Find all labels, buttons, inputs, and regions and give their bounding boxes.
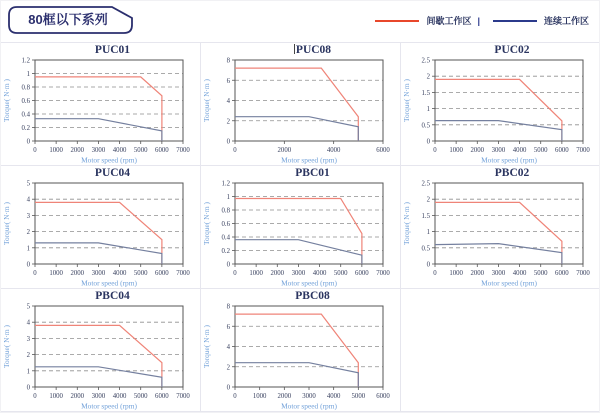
x-tick-label: 4000: [512, 147, 527, 154]
y-tick-label: 2: [226, 118, 230, 126]
y-tick-label: 0: [426, 261, 430, 269]
chart-cell-PBC04: [1, 289, 201, 412]
y-tick-label: 1.5: [421, 212, 430, 220]
x-tick-label: 4000: [112, 393, 127, 400]
x-tick-label: 3000: [291, 270, 306, 277]
chart-plot-PBC01: [201, 180, 393, 288]
y-tick-label: 2: [426, 73, 430, 81]
y-tick-label: 0: [26, 138, 30, 146]
y-tick-label: 0.4: [221, 234, 230, 242]
x-tick-label: 2000: [70, 393, 85, 400]
y-tick-label: 4: [226, 344, 230, 351]
y-tick-label: 5: [26, 303, 30, 311]
y-tick-label: 1: [426, 229, 430, 237]
continuous-zone-curve: [435, 244, 562, 264]
y-axis-label: Torque( N·m ): [202, 79, 211, 122]
y-tick-label: 0.4: [21, 111, 30, 119]
chart-cell-PUC02: [401, 43, 599, 166]
plot-frame: [35, 306, 183, 387]
x-tick-label: 1000: [449, 147, 463, 154]
x-tick-label: 2000: [270, 270, 285, 277]
x-tick-label: 6000: [155, 147, 169, 154]
x-tick-label: 4000: [326, 393, 341, 400]
y-tick-label: 3: [26, 335, 30, 343]
y-tick-label: 6: [226, 323, 230, 331]
y-tick-label: 1: [26, 368, 30, 376]
x-axis-label: Motor speed (rpm): [281, 401, 337, 411]
y-axis-label: Torque( N·m ): [202, 325, 211, 368]
chart-cell-PBC08: [201, 289, 401, 412]
legend: [368, 14, 589, 27]
intermittent-zone-curve: [435, 202, 562, 264]
y-axis-label: Torque( N·m ): [402, 79, 411, 122]
chart-title: PBC01: [295, 167, 330, 179]
y-tick-label: 1.5: [421, 89, 430, 97]
chart-title: PUC08: [295, 44, 332, 56]
chart-title: PBC02: [494, 167, 530, 179]
x-tick-label: 5000: [351, 393, 366, 400]
continuous-zone-curve: [235, 117, 358, 141]
series-title-badge: [8, 6, 134, 34]
chart-title: PUC01: [94, 44, 131, 56]
x-tick-label: 2000: [277, 147, 292, 154]
charts-grid: [1, 42, 599, 412]
y-tick-label: 0: [226, 138, 230, 146]
x-tick-label: 0: [33, 393, 37, 400]
x-tick-label: 0: [233, 147, 237, 154]
x-tick-label: 6000: [155, 393, 169, 400]
chart-plot-PUC01: [1, 57, 193, 165]
y-tick-label: 4: [26, 319, 30, 327]
x-tick-label: 7000: [176, 393, 190, 400]
y-axis-label: Torque( N·m ): [402, 202, 411, 245]
chart-cell-PBC02: [401, 166, 599, 289]
x-tick-label: 0: [433, 270, 437, 277]
x-tick-label: 3000: [91, 147, 106, 154]
y-tick-label: 3: [26, 212, 30, 220]
x-axis-label: Motor speed (rpm): [81, 401, 137, 411]
x-tick-label: 0: [233, 270, 237, 277]
y-tick-label: 2: [426, 196, 430, 204]
x-tick-label: 1000: [249, 270, 263, 277]
x-axis-label: Motor speed (rpm): [281, 278, 337, 288]
x-tick-label: 2000: [470, 270, 485, 277]
x-tick-label: 6000: [555, 270, 569, 277]
x-tick-label: 4000: [112, 147, 127, 154]
y-tick-label: 0.6: [21, 98, 30, 105]
chart-plot-PUC08: [201, 57, 393, 165]
y-tick-label: 4: [26, 196, 30, 204]
x-tick-label: 7000: [176, 147, 190, 154]
plot-frame: [435, 60, 583, 141]
x-tick-label: 4000: [512, 270, 527, 277]
x-tick-label: 7000: [576, 147, 590, 154]
y-tick-label: 2.5: [421, 57, 430, 65]
x-tick-label: 3000: [491, 270, 506, 277]
x-tick-label: 5000: [333, 270, 348, 277]
x-axis-label: Motor speed (rpm): [81, 155, 137, 165]
plot-frame: [435, 183, 583, 264]
intermittent-zone-curve: [35, 325, 162, 387]
x-axis-label: Motor speed (rpm): [81, 278, 137, 288]
intermittent-zone-curve: [235, 314, 358, 387]
y-tick-label: 0.2: [21, 125, 30, 132]
intermittent-zone-curve: [35, 77, 162, 141]
legend-label-intermittent: 间歇工作区: [426, 16, 472, 26]
legend-label-continuous: 连续工作区: [543, 16, 589, 26]
y-tick-label: 0.2: [221, 248, 230, 255]
y-tick-label: 4: [226, 98, 230, 105]
chart-title: PUC04: [94, 167, 131, 179]
y-tick-label: 5: [26, 180, 30, 188]
chart-title: PUC02: [494, 44, 530, 56]
chart-plot-PBC08: [201, 303, 393, 411]
y-tick-label: 0: [26, 261, 30, 269]
y-tick-label: 2: [26, 352, 30, 360]
chart-cell-PBC01: [201, 166, 401, 289]
chart-plot-PUC02: [401, 57, 593, 165]
empty-cell: [401, 289, 599, 412]
chart-plot-PBC02: [401, 180, 593, 288]
continuous-zone-curve: [235, 240, 362, 264]
x-tick-label: 3000: [91, 393, 106, 400]
x-axis-label: Motor speed (rpm): [281, 155, 337, 165]
x-axis-label: Motor speed (rpm): [481, 278, 537, 288]
x-tick-label: 2000: [470, 147, 485, 154]
x-tick-label: 6000: [376, 393, 390, 400]
x-tick-label: 4000: [326, 147, 341, 154]
y-tick-label: 8: [226, 303, 230, 311]
y-tick-label: 6: [226, 77, 230, 85]
text-cursor: [294, 44, 295, 54]
intermittent-zone-curve: [35, 202, 162, 264]
y-tick-label: 0: [426, 138, 430, 146]
continuous-zone-curve: [35, 243, 162, 264]
x-tick-label: 1000: [49, 393, 63, 400]
chart-title: PBC08: [295, 290, 330, 302]
x-tick-label: 3000: [302, 393, 316, 400]
y-tick-label: 2: [26, 229, 30, 237]
x-tick-label: 1000: [252, 393, 267, 400]
x-tick-label: 5000: [133, 393, 148, 400]
y-tick-label: 1.2: [21, 57, 30, 65]
x-tick-label: 4000: [312, 270, 327, 277]
x-tick-label: 3000: [491, 147, 506, 154]
y-tick-label: 2: [226, 364, 230, 372]
continuous-zone-curve: [35, 367, 162, 387]
chart-title: PBC04: [95, 290, 130, 302]
y-tick-label: 1: [226, 194, 230, 201]
x-tick-label: 6000: [355, 270, 369, 277]
chart-plot-PBC04: [1, 303, 193, 411]
y-axis-label: Torque( N·m ): [2, 325, 11, 368]
x-tick-label: 3000: [91, 270, 106, 277]
y-axis-label: Torque( N·m ): [202, 202, 211, 245]
x-tick-label: 5000: [533, 270, 548, 277]
x-tick-label: 0: [233, 393, 237, 400]
y-tick-label: 2.5: [421, 180, 430, 188]
chart-cell-PUC08: [201, 43, 401, 166]
x-axis-label: Motor speed (rpm): [481, 155, 537, 165]
x-tick-label: 5000: [133, 270, 148, 277]
x-tick-label: 0: [33, 147, 37, 154]
y-axis-label: Torque( N·m ): [2, 79, 11, 122]
plot-frame: [35, 183, 183, 264]
y-tick-label: 0.6: [221, 221, 230, 228]
y-tick-label: 1: [426, 106, 430, 114]
x-tick-label: 5000: [533, 147, 548, 154]
x-tick-label: 7000: [376, 270, 390, 277]
x-tick-label: 0: [433, 147, 437, 154]
intermittent-zone-curve: [435, 79, 562, 141]
x-tick-label: 0: [33, 270, 37, 277]
intermittent-zone-curve: [235, 68, 358, 141]
page-title: 80框以下系列: [28, 12, 108, 27]
chart-cell-PUC01: [1, 43, 201, 166]
continuous-zone-curve: [35, 119, 162, 141]
y-tick-label: 8: [226, 57, 230, 65]
legend-separator: |: [477, 15, 480, 26]
x-tick-label: 7000: [576, 270, 590, 277]
x-tick-label: 6000: [555, 147, 569, 154]
y-axis-label: Torque( N·m ): [2, 202, 11, 245]
x-tick-label: 4000: [112, 270, 127, 277]
continuous-zone-curve: [235, 363, 358, 387]
header: [1, 1, 599, 42]
x-tick-label: 1000: [449, 270, 463, 277]
y-tick-label: 0.5: [421, 245, 430, 253]
x-tick-label: 2000: [277, 393, 292, 400]
y-tick-label: 0.5: [421, 122, 430, 130]
x-tick-label: 6000: [155, 270, 169, 277]
x-tick-label: 2000: [70, 147, 85, 154]
y-tick-label: 0.8: [221, 207, 230, 215]
x-tick-label: 2000: [70, 270, 85, 277]
y-tick-label: 0: [226, 384, 230, 392]
y-tick-label: 0: [26, 384, 30, 392]
y-tick-label: 0.8: [21, 84, 30, 92]
x-tick-label: 1000: [49, 147, 63, 154]
intermittent-zone-curve: [235, 199, 362, 265]
continuous-zone-line-icon: [493, 20, 537, 22]
y-tick-label: 1: [26, 245, 30, 253]
x-tick-label: 6000: [376, 147, 390, 154]
chart-plot-PUC04: [1, 180, 193, 288]
y-tick-label: 1: [26, 71, 30, 78]
chart-cell-PUC04: [1, 166, 201, 289]
y-tick-label: 0: [226, 261, 230, 269]
y-tick-label: 1.2: [221, 180, 230, 188]
x-tick-label: 7000: [176, 270, 190, 277]
intermittent-zone-line-icon: [375, 20, 419, 22]
x-tick-label: 5000: [133, 147, 148, 154]
continuous-zone-curve: [435, 121, 562, 141]
x-tick-label: 1000: [49, 270, 63, 277]
